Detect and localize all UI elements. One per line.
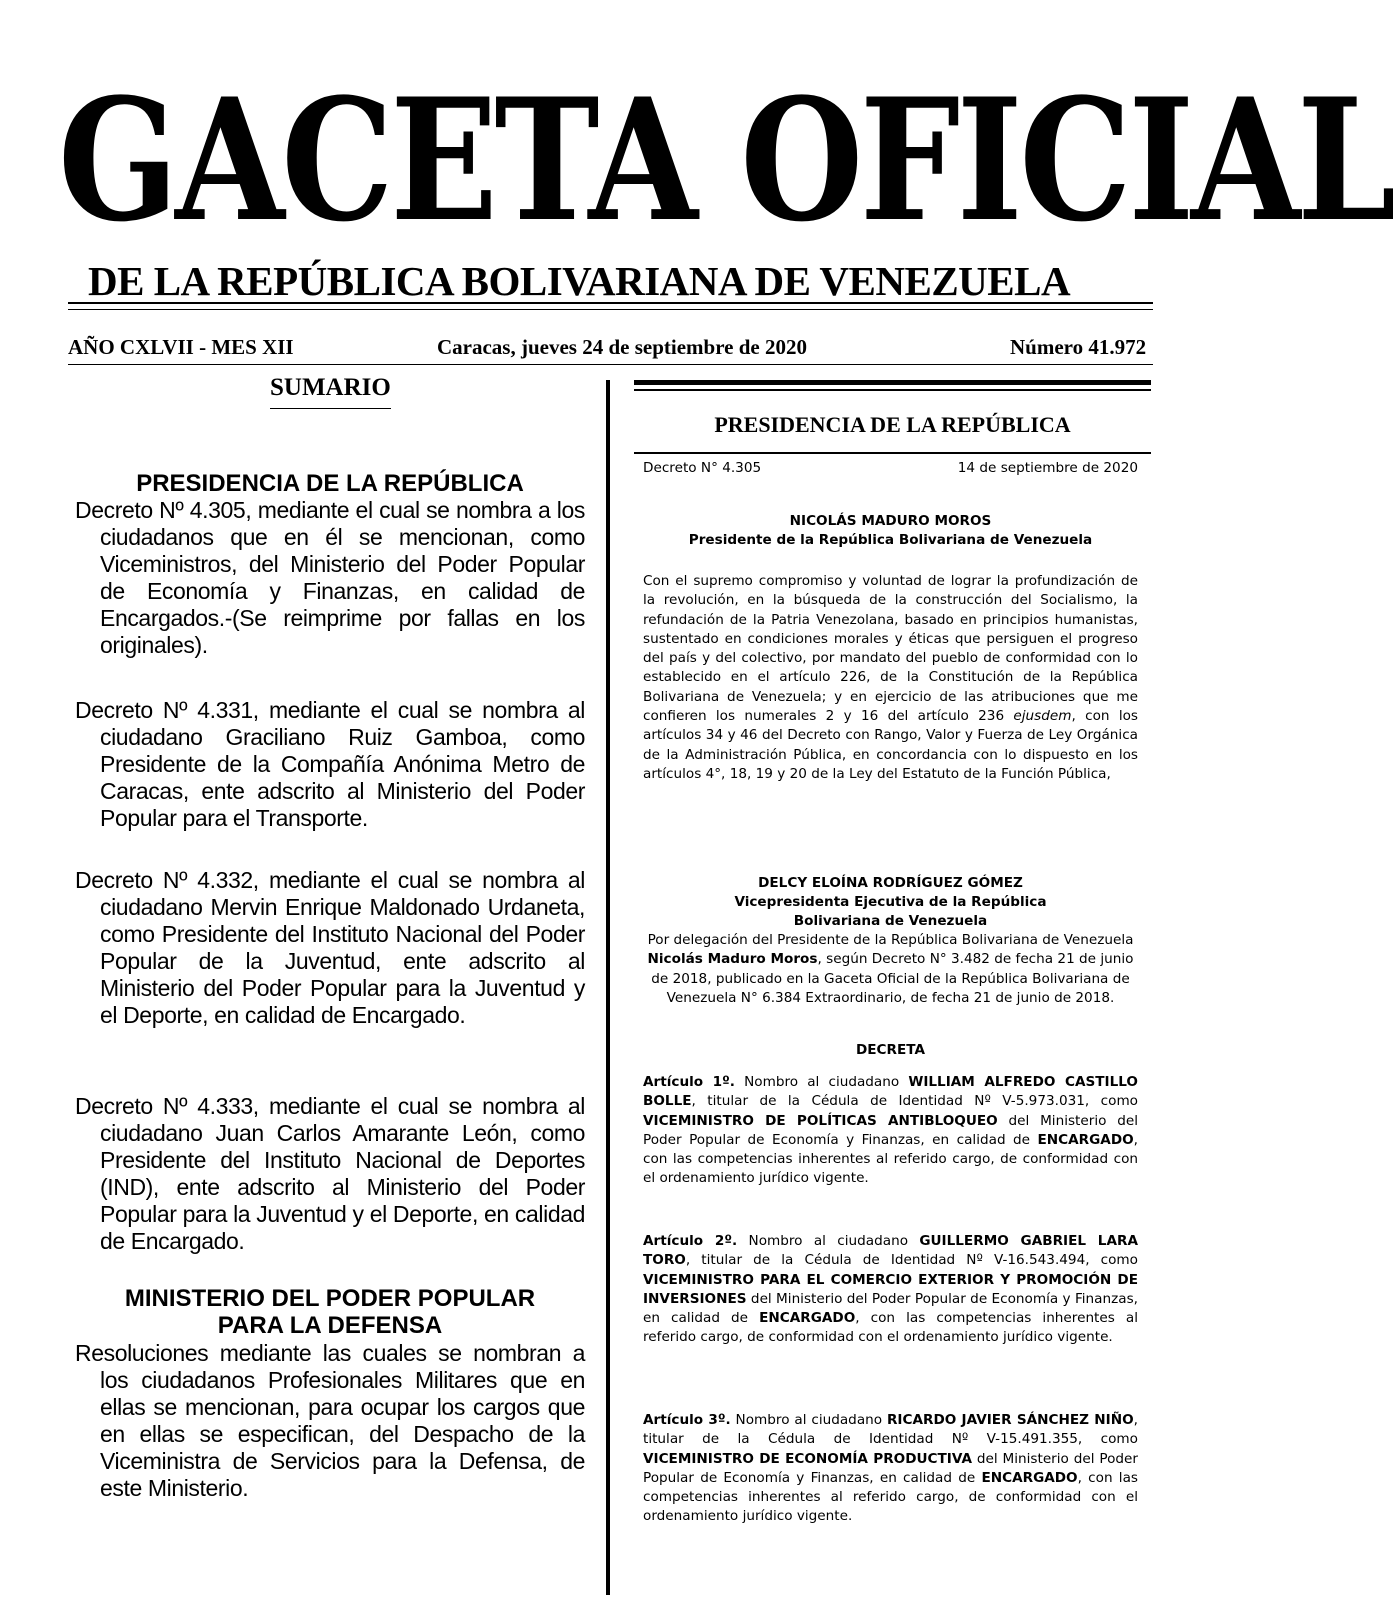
delegation-text-1: Por delegación del Presidente de la República Bolivariana de Venezuela — [647, 932, 1134, 948]
article-1-name: WILLIAM ALFREDO CASTILLO BOLLE — [643, 1074, 1138, 1110]
article-1-label: Artículo 1º. — [643, 1074, 735, 1090]
delegation — [643, 931, 1138, 1008]
year-month: AÑO CXLVII - MES XII — [68, 335, 294, 359]
article-2-name: GUILLERMO GABRIEL LARA TORO — [643, 1233, 1138, 1269]
president-title: Presidente de la República Bolivariana de Venezuela — [688, 532, 1093, 548]
article-1-text-2: , titular de la Cédula de Identidad Nº V-5.973.031, como — [691, 1093, 1138, 1110]
issue-date: Caracas, jueves 24 de septiembre de 2020 — [437, 335, 807, 359]
article-3-text-2: , titular de la Cédula de Identidad Nº V-15.491.355, como — [643, 1412, 1138, 1448]
article-3-text-4: , con las competencias inherentes al referido cargo, de conformidad con el ordenamiento jurídico vigente. — [643, 1469, 1138, 1525]
article-3-label: Artículo 3º. — [643, 1412, 731, 1428]
article-1-text-1: Nombro al ciudadano — [734, 1074, 909, 1090]
article-2-text-2: , titular de la Cédula de Identidad Nº V-16.543.494, como — [685, 1252, 1138, 1269]
article-1-text-4: , con las competencias inherentes al referido cargo, de conformidad con el ordenamiento jurídico vigente. — [643, 1131, 1138, 1187]
right-section-title: PRESIDENCIA DE LA REPÚBLICA — [714, 412, 1071, 437]
sumario-entry-resoluciones: Resoluciones mediante las cuales se nombran a los ciudadanos Profesionales Militares que en ellas se mencionan, para ocupar los cargos que en ellas se especifican, del Despacho de la Viceministra de Servicios para la Defensa, de este Ministerio. — [75, 1340, 585, 1501]
issue-number: Número 41.972 — [1010, 335, 1147, 359]
infobar-rule — [68, 364, 1153, 365]
article-2-text-1: Nombro al ciudadano — [737, 1233, 920, 1249]
article-2 — [643, 1232, 1138, 1348]
article-2-text-4: , con las competencias inherentes al referido cargo, de conformidad con el ordenamiento jurídico vigente. — [643, 1310, 1138, 1346]
decreta-heading: DECRETA — [855, 1042, 926, 1058]
vp-name: DELCY ELOÍNA RODRÍGUEZ GÓMEZ — [758, 875, 1023, 891]
delegation-text-2: , según Decreto N° 3.482 de fecha 21 de junio de 2018, publicado en la Gaceta Oficial de la República Bolivariana de Venezuela N° 6.384 Extraordinario, de fecha 21 de junio de 2018. — [651, 951, 1134, 1006]
vp-title-1: Vicepresidenta Ejecutiva de la República — [734, 894, 1047, 910]
article-2-encargado: ENCARGADO — [759, 1310, 856, 1327]
article-1 — [643, 1073, 1138, 1189]
right-rule-thin — [634, 389, 1151, 391]
article-1-post: VICEMINISTRO DE POLÍTICAS ANTIBLOQUEO — [643, 1112, 998, 1129]
article-3-encargado: ENCARGADO — [981, 1469, 1078, 1486]
article-3 — [643, 1411, 1138, 1527]
right-rule-thick — [634, 380, 1151, 385]
right-section-rule — [634, 452, 1151, 454]
sumario-entry-4305: Decreto Nº 4.305, mediante el cual se nombra a los ciudadanos que en él se mencionan, como Viceministros, del Ministerio del Poder Popular de Economía y Finanzas, en calidad de Encargados.-(Se reimprime por fallas en los originales). — [75, 497, 585, 658]
masthead-rule-bottom — [68, 309, 1153, 310]
sumario-section-presidencia: PRESIDENCIA DE LA REPÚBLICA — [136, 470, 524, 497]
article-3-text-1: Nombro al ciudadano — [730, 1412, 887, 1428]
sumario-entry-4331: Decreto Nº 4.331, mediante el cual se nombra al ciudadano Graciliano Ruiz Gamboa, como Presidente de la Compañía Anónima Metro de Caracas, ente adscrito al Ministerio del Poder Popular para el Transporte. — [75, 697, 585, 831]
president-name: NICOLÁS MADURO MOROS — [789, 513, 992, 529]
article-1-encargado: ENCARGADO — [1037, 1131, 1134, 1148]
preamble-text-2: , con los artículos 34 y 46 del Decreto con Rango, Valor y Fuerza de Ley Orgánica de la Administración Pública, en concordancia con lo dispuesto en los artículos 4°, 18, 19 y 20 de la Ley del Estatuto de la Función Pública, — [643, 708, 1138, 782]
article-2-label: Artículo 2º. — [643, 1233, 738, 1249]
masthead-rule-top — [68, 302, 1153, 304]
sumario-entry-4333: Decreto Nº 4.333, mediante el cual se nombra al ciudadano Juan Carlos Amarante León, como Presidente del Instituto Nacional de Deportes (IND), ente adscrito al Ministerio del Poder Popular para la Juventud y el Deporte, en calidad de Encargado. — [75, 1093, 585, 1254]
article-3-text-3: del Ministerio del Poder Popular de Economía y Finanzas, en calidad de — [643, 1450, 1138, 1486]
sumario-section-defensa-line1: MINISTERIO DEL PODER POPULAR — [124, 1285, 536, 1312]
article-3-post: VICEMINISTRO DE ECONOMÍA PRODUCTIVA — [643, 1450, 972, 1467]
vp-title-2: Bolivariana de Venezuela — [793, 913, 988, 929]
preamble — [643, 572, 1138, 784]
article-1-text-3: del Ministerio del Poder Popular de Economía y Finanzas, en calidad de — [643, 1112, 1138, 1148]
delegation-bold: Nicolás Maduro Moros — [647, 951, 818, 968]
article-2-post: VICEMINISTRO PARA EL COMERCIO EXTERIOR Y PROMOCIÓN DE INVERSIONES — [643, 1271, 1138, 1307]
preamble-ejusdem: ejusdem — [1013, 708, 1072, 725]
masthead-title: GACETA OFICIAL — [58, 61, 1393, 259]
preamble-text-1: Con el supremo compromiso y voluntad de lograr la profundización de la revolución, en la búsqueda de la construcción del Socialismo, la refundación de la Patria Venezolana, basado en principios humanistas, sustentado en condiciones morales y éticas que persiguen el progreso del país y del colectivo, por mandato del pueblo de conformidad con lo establecido en el artículo 226, de la Constitución de la República Bolivariana de Venezuela; y en ejercicio de las atribuciones que me confieren los numerales 2 y 16 del artículo 236 — [643, 573, 1138, 725]
column-divider — [606, 380, 610, 1595]
decree-number: Decreto N° 4.305 — [643, 460, 762, 476]
article-2-text-3: del Ministerio del Poder Popular de Economía y Finanzas, en calidad de — [643, 1290, 1138, 1327]
sumario-section-defensa-line2: PARA LA DEFENSA — [217, 1312, 443, 1339]
decree-header — [643, 458, 1138, 478]
sumario-title: SUMARIO — [270, 372, 391, 409]
masthead-subtitle: DE LA REPÚBLICA BOLIVARIANA DE VENEZUELA — [88, 258, 1071, 304]
decree-date: 14 de septiembre de 2020 — [957, 460, 1138, 476]
sumario-entry-4332: Decreto Nº 4.332, mediante el cual se nombra al ciudadano Mervin Enrique Maldonado Urdaneta, como Presidente del Instituto Nacional del Poder Popular de la Juventud, ente adscrito al Ministerio del Poder Popular para la Juventud y el Deporte, en calidad de Encargado. — [75, 867, 585, 1028]
article-3-name: RICARDO JAVIER SÁNCHEZ NIÑO — [886, 1412, 1134, 1428]
